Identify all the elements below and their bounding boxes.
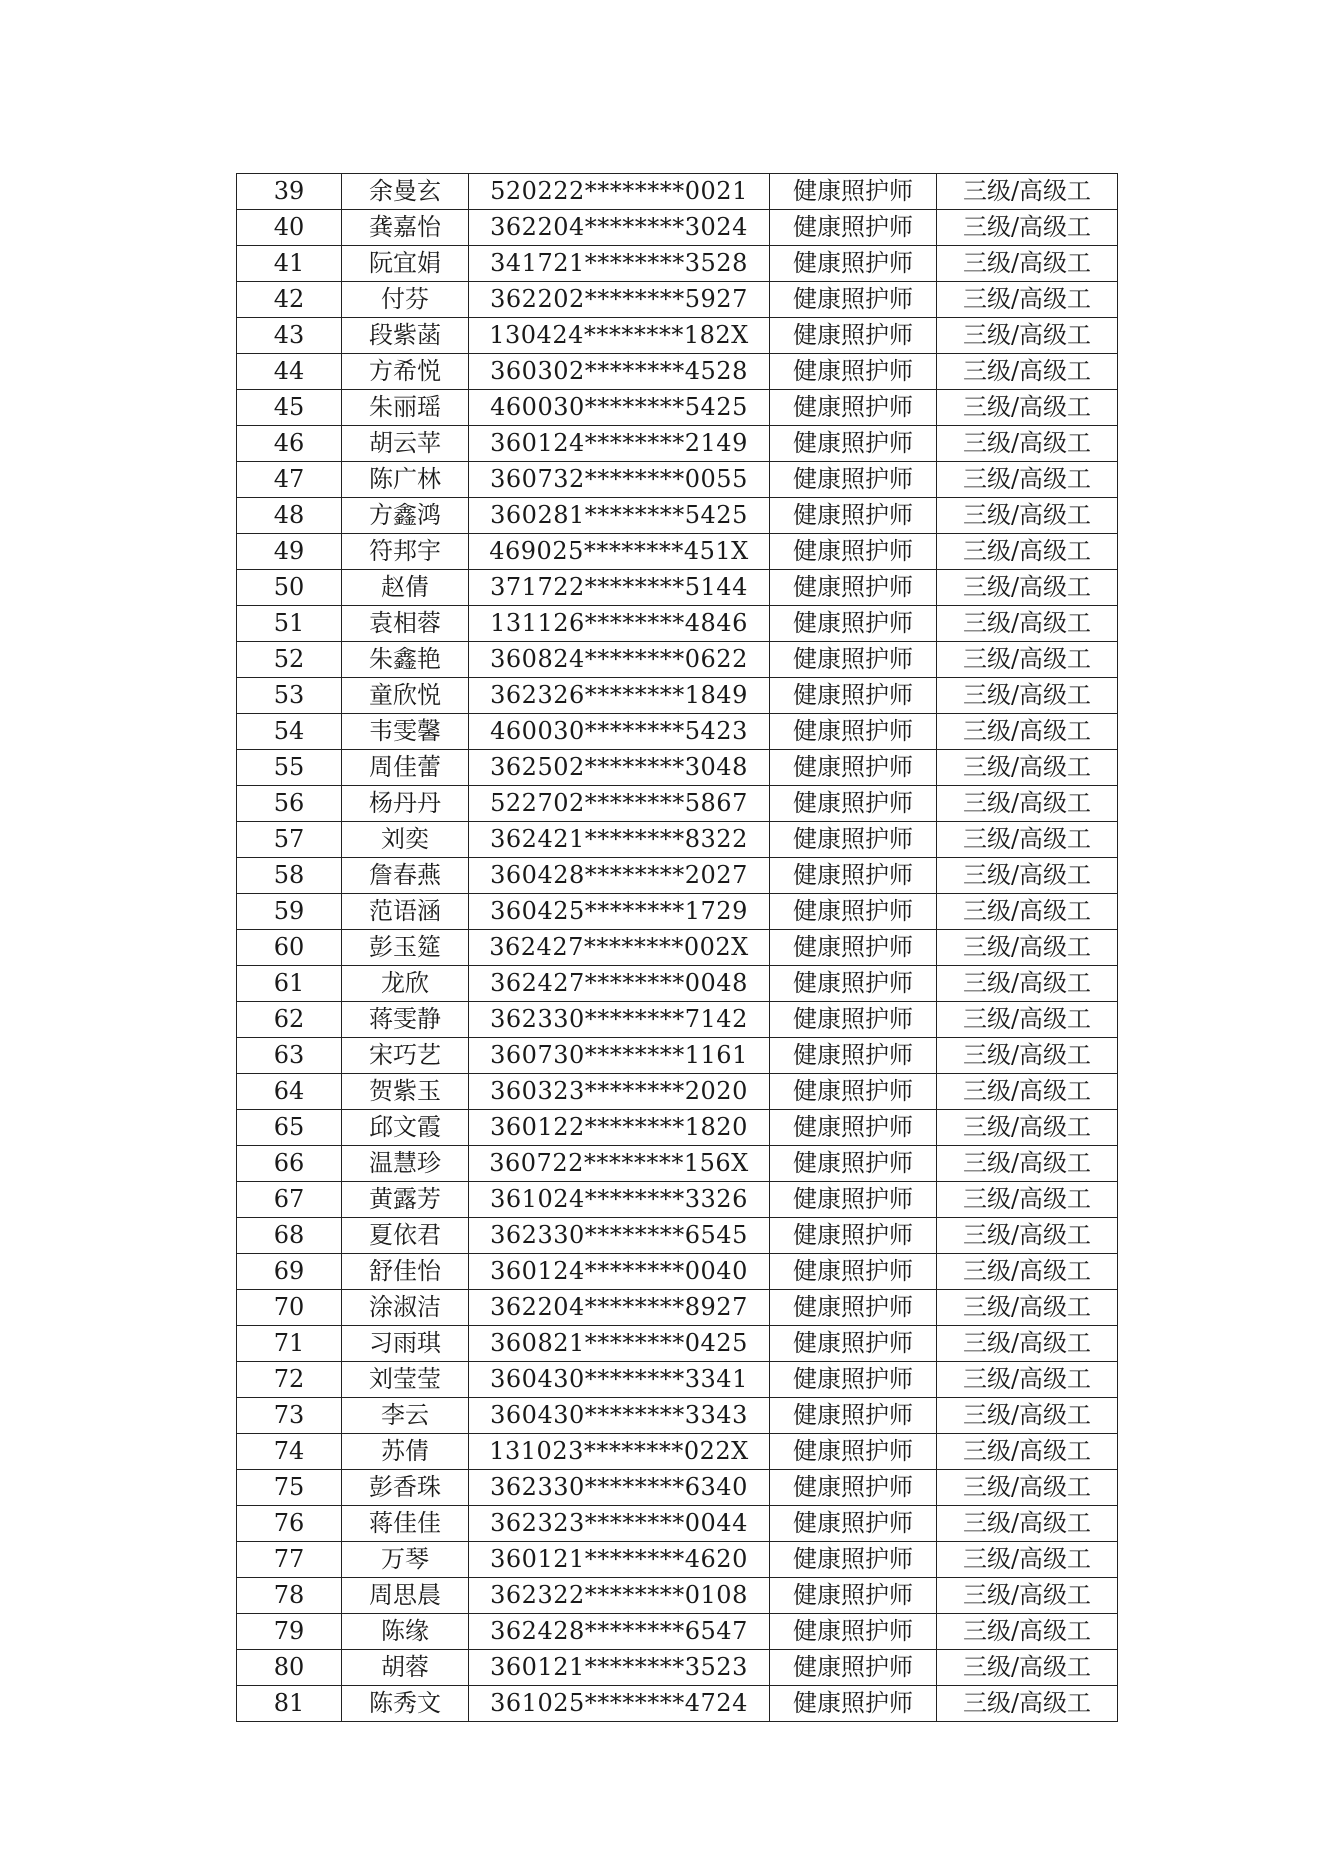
skill-level-cell: 三级/高级工 bbox=[937, 678, 1118, 714]
table-row bbox=[237, 786, 1118, 822]
skill-level-cell: 三级/高级工 bbox=[937, 246, 1118, 282]
person-name-cell: 彭玉筵 bbox=[342, 930, 469, 966]
table-row bbox=[237, 1218, 1118, 1254]
skill-level-cell: 三级/高级工 bbox=[937, 1506, 1118, 1542]
person-name-cell: 龚嘉怡 bbox=[342, 210, 469, 246]
row-number-cell: 64 bbox=[237, 1074, 342, 1110]
person-name-cell: 习雨琪 bbox=[342, 1326, 469, 1362]
row-number-cell: 74 bbox=[237, 1434, 342, 1470]
occupation-cell: 健康照护师 bbox=[770, 534, 937, 570]
occupation-cell: 健康照护师 bbox=[770, 570, 937, 606]
skill-level-cell: 三级/高级工 bbox=[937, 750, 1118, 786]
table-row bbox=[237, 678, 1118, 714]
table-row bbox=[237, 246, 1118, 282]
table-row bbox=[237, 1686, 1118, 1722]
occupation-cell: 健康照护师 bbox=[770, 174, 937, 210]
table-row bbox=[237, 930, 1118, 966]
table-row bbox=[237, 462, 1118, 498]
row-number-cell: 47 bbox=[237, 462, 342, 498]
id-number-cell: 360730********1161 bbox=[469, 1038, 770, 1074]
row-number-cell: 42 bbox=[237, 282, 342, 318]
skill-level-cell: 三级/高级工 bbox=[937, 858, 1118, 894]
row-number-cell: 70 bbox=[237, 1290, 342, 1326]
id-number-cell: 362202********5927 bbox=[469, 282, 770, 318]
skill-level-cell: 三级/高级工 bbox=[937, 1290, 1118, 1326]
table-row bbox=[237, 822, 1118, 858]
person-name-cell: 涂淑洁 bbox=[342, 1290, 469, 1326]
id-number-cell: 362204********3024 bbox=[469, 210, 770, 246]
row-number-cell: 60 bbox=[237, 930, 342, 966]
id-number-cell: 460030********5423 bbox=[469, 714, 770, 750]
occupation-cell: 健康照护师 bbox=[770, 1038, 937, 1074]
id-number-cell: 361024********3326 bbox=[469, 1182, 770, 1218]
person-name-cell: 韦雯馨 bbox=[342, 714, 469, 750]
row-number-cell: 63 bbox=[237, 1038, 342, 1074]
row-number-cell: 52 bbox=[237, 642, 342, 678]
person-name-cell: 陈缘 bbox=[342, 1614, 469, 1650]
row-number-cell: 56 bbox=[237, 786, 342, 822]
skill-level-cell: 三级/高级工 bbox=[937, 1218, 1118, 1254]
row-number-cell: 80 bbox=[237, 1650, 342, 1686]
id-number-cell: 360122********1820 bbox=[469, 1110, 770, 1146]
table-row bbox=[237, 894, 1118, 930]
person-name-cell: 夏依君 bbox=[342, 1218, 469, 1254]
occupation-cell: 健康照护师 bbox=[770, 1614, 937, 1650]
id-number-cell: 362427********002X bbox=[469, 930, 770, 966]
occupation-cell: 健康照护师 bbox=[770, 930, 937, 966]
person-name-cell: 杨丹丹 bbox=[342, 786, 469, 822]
person-name-cell: 苏倩 bbox=[342, 1434, 469, 1470]
skill-level-cell: 三级/高级工 bbox=[937, 1002, 1118, 1038]
person-name-cell: 陈广林 bbox=[342, 462, 469, 498]
id-number-cell: 360824********0622 bbox=[469, 642, 770, 678]
occupation-cell: 健康照护师 bbox=[770, 498, 937, 534]
table-row bbox=[237, 1254, 1118, 1290]
row-number-cell: 77 bbox=[237, 1542, 342, 1578]
table-row bbox=[237, 390, 1118, 426]
occupation-cell: 健康照护师 bbox=[770, 858, 937, 894]
occupation-cell: 健康照护师 bbox=[770, 210, 937, 246]
table-row bbox=[237, 606, 1118, 642]
skill-level-cell: 三级/高级工 bbox=[937, 210, 1118, 246]
table-row bbox=[237, 1614, 1118, 1650]
row-number-cell: 41 bbox=[237, 246, 342, 282]
id-number-cell: 469025********451X bbox=[469, 534, 770, 570]
occupation-cell: 健康照护师 bbox=[770, 894, 937, 930]
person-name-cell: 贺紫玉 bbox=[342, 1074, 469, 1110]
row-number-cell: 81 bbox=[237, 1686, 342, 1722]
id-number-cell: 362502********3048 bbox=[469, 750, 770, 786]
person-name-cell: 付芬 bbox=[342, 282, 469, 318]
person-name-cell: 袁相蓉 bbox=[342, 606, 469, 642]
person-name-cell: 朱鑫艳 bbox=[342, 642, 469, 678]
person-name-cell: 蒋雯静 bbox=[342, 1002, 469, 1038]
occupation-cell: 健康照护师 bbox=[770, 1470, 937, 1506]
person-name-cell: 蒋佳佳 bbox=[342, 1506, 469, 1542]
row-number-cell: 39 bbox=[237, 174, 342, 210]
row-number-cell: 49 bbox=[237, 534, 342, 570]
table-row bbox=[237, 318, 1118, 354]
skill-level-cell: 三级/高级工 bbox=[937, 1110, 1118, 1146]
id-number-cell: 362427********0048 bbox=[469, 966, 770, 1002]
row-number-cell: 62 bbox=[237, 1002, 342, 1038]
table-row bbox=[237, 534, 1118, 570]
row-number-cell: 66 bbox=[237, 1146, 342, 1182]
row-number-cell: 61 bbox=[237, 966, 342, 1002]
skill-level-cell: 三级/高级工 bbox=[937, 1434, 1118, 1470]
row-number-cell: 53 bbox=[237, 678, 342, 714]
table-row bbox=[237, 966, 1118, 1002]
row-number-cell: 69 bbox=[237, 1254, 342, 1290]
row-number-cell: 54 bbox=[237, 714, 342, 750]
row-number-cell: 55 bbox=[237, 750, 342, 786]
table-row bbox=[237, 1326, 1118, 1362]
occupation-cell: 健康照护师 bbox=[770, 1362, 937, 1398]
id-number-cell: 360430********3341 bbox=[469, 1362, 770, 1398]
row-number-cell: 78 bbox=[237, 1578, 342, 1614]
id-number-cell: 130424********182X bbox=[469, 318, 770, 354]
person-name-cell: 范语涵 bbox=[342, 894, 469, 930]
skill-level-cell: 三级/高级工 bbox=[937, 1650, 1118, 1686]
occupation-cell: 健康照护师 bbox=[770, 1110, 937, 1146]
row-number-cell: 59 bbox=[237, 894, 342, 930]
occupation-cell: 健康照护师 bbox=[770, 786, 937, 822]
table-row bbox=[237, 1002, 1118, 1038]
id-number-cell: 360430********3343 bbox=[469, 1398, 770, 1434]
skill-level-cell: 三级/高级工 bbox=[937, 1182, 1118, 1218]
occupation-cell: 健康照护师 bbox=[770, 426, 937, 462]
skill-level-cell: 三级/高级工 bbox=[937, 930, 1118, 966]
person-name-cell: 符邦宇 bbox=[342, 534, 469, 570]
person-name-cell: 方鑫鸿 bbox=[342, 498, 469, 534]
skill-level-cell: 三级/高级工 bbox=[937, 894, 1118, 930]
occupation-cell: 健康照护师 bbox=[770, 246, 937, 282]
occupation-cell: 健康照护师 bbox=[770, 678, 937, 714]
id-number-cell: 362428********6547 bbox=[469, 1614, 770, 1650]
occupation-cell: 健康照护师 bbox=[770, 1434, 937, 1470]
person-name-cell: 宋巧艺 bbox=[342, 1038, 469, 1074]
id-number-cell: 362330********6340 bbox=[469, 1470, 770, 1506]
id-number-cell: 131023********022X bbox=[469, 1434, 770, 1470]
id-number-cell: 341721********3528 bbox=[469, 246, 770, 282]
id-number-cell: 360281********5425 bbox=[469, 498, 770, 534]
id-number-cell: 362421********8322 bbox=[469, 822, 770, 858]
skill-level-cell: 三级/高级工 bbox=[937, 1614, 1118, 1650]
person-name-cell: 邱文霞 bbox=[342, 1110, 469, 1146]
table-row bbox=[237, 750, 1118, 786]
row-number-cell: 40 bbox=[237, 210, 342, 246]
occupation-cell: 健康照护师 bbox=[770, 1650, 937, 1686]
row-number-cell: 72 bbox=[237, 1362, 342, 1398]
skill-level-cell: 三级/高级工 bbox=[937, 1470, 1118, 1506]
table-row bbox=[237, 1146, 1118, 1182]
table-row bbox=[237, 1578, 1118, 1614]
person-name-cell: 李云 bbox=[342, 1398, 469, 1434]
table-row bbox=[237, 1362, 1118, 1398]
table-row bbox=[237, 570, 1118, 606]
table-row bbox=[237, 174, 1118, 210]
occupation-cell: 健康照护师 bbox=[770, 1290, 937, 1326]
person-name-cell: 段紫菡 bbox=[342, 318, 469, 354]
person-name-cell: 万琴 bbox=[342, 1542, 469, 1578]
id-number-cell: 360732********0055 bbox=[469, 462, 770, 498]
skill-level-cell: 三级/高级工 bbox=[937, 1038, 1118, 1074]
person-name-cell: 刘莹莹 bbox=[342, 1362, 469, 1398]
occupation-cell: 健康照护师 bbox=[770, 462, 937, 498]
person-name-cell: 方希悦 bbox=[342, 354, 469, 390]
occupation-cell: 健康照护师 bbox=[770, 1578, 937, 1614]
id-number-cell: 361025********4724 bbox=[469, 1686, 770, 1722]
person-name-cell: 阮宜娟 bbox=[342, 246, 469, 282]
person-name-cell: 余曼玄 bbox=[342, 174, 469, 210]
row-number-cell: 43 bbox=[237, 318, 342, 354]
skill-level-cell: 三级/高级工 bbox=[937, 1254, 1118, 1290]
table-row bbox=[237, 1470, 1118, 1506]
id-number-cell: 460030********5425 bbox=[469, 390, 770, 426]
id-number-cell: 362322********0108 bbox=[469, 1578, 770, 1614]
id-number-cell: 360124********2149 bbox=[469, 426, 770, 462]
skill-level-cell: 三级/高级工 bbox=[937, 1362, 1118, 1398]
row-number-cell: 48 bbox=[237, 498, 342, 534]
id-number-cell: 362323********0044 bbox=[469, 1506, 770, 1542]
skill-level-cell: 三级/高级工 bbox=[937, 426, 1118, 462]
row-number-cell: 46 bbox=[237, 426, 342, 462]
table-row bbox=[237, 1110, 1118, 1146]
occupation-cell: 健康照护师 bbox=[770, 966, 937, 1002]
id-number-cell: 362330********7142 bbox=[469, 1002, 770, 1038]
table-row bbox=[237, 426, 1118, 462]
person-name-cell: 陈秀文 bbox=[342, 1686, 469, 1722]
id-number-cell: 362330********6545 bbox=[469, 1218, 770, 1254]
occupation-cell: 健康照护师 bbox=[770, 1002, 937, 1038]
occupation-cell: 健康照护师 bbox=[770, 318, 937, 354]
row-number-cell: 44 bbox=[237, 354, 342, 390]
id-number-cell: 360121********4620 bbox=[469, 1542, 770, 1578]
id-number-cell: 360124********0040 bbox=[469, 1254, 770, 1290]
table-row bbox=[237, 210, 1118, 246]
id-number-cell: 360323********2020 bbox=[469, 1074, 770, 1110]
skill-level-cell: 三级/高级工 bbox=[937, 570, 1118, 606]
table-row bbox=[237, 1290, 1118, 1326]
occupation-cell: 健康照护师 bbox=[770, 714, 937, 750]
roster-table bbox=[236, 173, 1118, 1722]
skill-level-cell: 三级/高级工 bbox=[937, 1542, 1118, 1578]
skill-level-cell: 三级/高级工 bbox=[937, 642, 1118, 678]
occupation-cell: 健康照护师 bbox=[770, 354, 937, 390]
occupation-cell: 健康照护师 bbox=[770, 1326, 937, 1362]
row-number-cell: 65 bbox=[237, 1110, 342, 1146]
table-row bbox=[237, 1074, 1118, 1110]
skill-level-cell: 三级/高级工 bbox=[937, 1578, 1118, 1614]
occupation-cell: 健康照护师 bbox=[770, 750, 937, 786]
table-row bbox=[237, 1434, 1118, 1470]
skill-level-cell: 三级/高级工 bbox=[937, 966, 1118, 1002]
row-number-cell: 57 bbox=[237, 822, 342, 858]
skill-level-cell: 三级/高级工 bbox=[937, 1398, 1118, 1434]
person-name-cell: 詹春燕 bbox=[342, 858, 469, 894]
skill-level-cell: 三级/高级工 bbox=[937, 1146, 1118, 1182]
id-number-cell: 362204********8927 bbox=[469, 1290, 770, 1326]
skill-level-cell: 三级/高级工 bbox=[937, 714, 1118, 750]
skill-level-cell: 三级/高级工 bbox=[937, 1686, 1118, 1722]
table-row bbox=[237, 1398, 1118, 1434]
row-number-cell: 73 bbox=[237, 1398, 342, 1434]
occupation-cell: 健康照护师 bbox=[770, 642, 937, 678]
occupation-cell: 健康照护师 bbox=[770, 1398, 937, 1434]
table-row bbox=[237, 1182, 1118, 1218]
person-name-cell: 赵倩 bbox=[342, 570, 469, 606]
row-number-cell: 75 bbox=[237, 1470, 342, 1506]
table-row bbox=[237, 714, 1118, 750]
skill-level-cell: 三级/高级工 bbox=[937, 282, 1118, 318]
table-row bbox=[237, 1650, 1118, 1686]
person-name-cell: 童欣悦 bbox=[342, 678, 469, 714]
table-row bbox=[237, 642, 1118, 678]
skill-level-cell: 三级/高级工 bbox=[937, 390, 1118, 426]
table-row bbox=[237, 1038, 1118, 1074]
person-name-cell: 朱丽瑶 bbox=[342, 390, 469, 426]
occupation-cell: 健康照护师 bbox=[770, 1254, 937, 1290]
id-number-cell: 360722********156X bbox=[469, 1146, 770, 1182]
table-row bbox=[237, 1542, 1118, 1578]
row-number-cell: 50 bbox=[237, 570, 342, 606]
occupation-cell: 健康照护师 bbox=[770, 1542, 937, 1578]
occupation-cell: 健康照护师 bbox=[770, 822, 937, 858]
skill-level-cell: 三级/高级工 bbox=[937, 822, 1118, 858]
occupation-cell: 健康照护师 bbox=[770, 1218, 937, 1254]
person-name-cell: 黄露芳 bbox=[342, 1182, 469, 1218]
skill-level-cell: 三级/高级工 bbox=[937, 174, 1118, 210]
id-number-cell: 360121********3523 bbox=[469, 1650, 770, 1686]
id-number-cell: 360302********4528 bbox=[469, 354, 770, 390]
table-row bbox=[237, 1506, 1118, 1542]
row-number-cell: 67 bbox=[237, 1182, 342, 1218]
id-number-cell: 360821********0425 bbox=[469, 1326, 770, 1362]
table-row bbox=[237, 498, 1118, 534]
person-name-cell: 胡蓉 bbox=[342, 1650, 469, 1686]
table-row bbox=[237, 354, 1118, 390]
row-number-cell: 68 bbox=[237, 1218, 342, 1254]
skill-level-cell: 三级/高级工 bbox=[937, 462, 1118, 498]
roster-table-body bbox=[237, 174, 1118, 1722]
occupation-cell: 健康照护师 bbox=[770, 1686, 937, 1722]
row-number-cell: 79 bbox=[237, 1614, 342, 1650]
id-number-cell: 362326********1849 bbox=[469, 678, 770, 714]
person-name-cell: 舒佳怡 bbox=[342, 1254, 469, 1290]
skill-level-cell: 三级/高级工 bbox=[937, 534, 1118, 570]
row-number-cell: 45 bbox=[237, 390, 342, 426]
skill-level-cell: 三级/高级工 bbox=[937, 318, 1118, 354]
id-number-cell: 131126********4846 bbox=[469, 606, 770, 642]
occupation-cell: 健康照护师 bbox=[770, 282, 937, 318]
table-row bbox=[237, 858, 1118, 894]
occupation-cell: 健康照护师 bbox=[770, 390, 937, 426]
occupation-cell: 健康照护师 bbox=[770, 1182, 937, 1218]
occupation-cell: 健康照护师 bbox=[770, 606, 937, 642]
person-name-cell: 龙欣 bbox=[342, 966, 469, 1002]
skill-level-cell: 三级/高级工 bbox=[937, 1326, 1118, 1362]
skill-level-cell: 三级/高级工 bbox=[937, 1074, 1118, 1110]
id-number-cell: 360428********2027 bbox=[469, 858, 770, 894]
person-name-cell: 周佳蕾 bbox=[342, 750, 469, 786]
row-number-cell: 51 bbox=[237, 606, 342, 642]
row-number-cell: 71 bbox=[237, 1326, 342, 1362]
id-number-cell: 360425********1729 bbox=[469, 894, 770, 930]
row-number-cell: 76 bbox=[237, 1506, 342, 1542]
person-name-cell: 刘奕 bbox=[342, 822, 469, 858]
person-name-cell: 胡云苹 bbox=[342, 426, 469, 462]
skill-level-cell: 三级/高级工 bbox=[937, 498, 1118, 534]
id-number-cell: 522702********5867 bbox=[469, 786, 770, 822]
skill-level-cell: 三级/高级工 bbox=[937, 786, 1118, 822]
id-number-cell: 520222********0021 bbox=[469, 174, 770, 210]
person-name-cell: 彭香珠 bbox=[342, 1470, 469, 1506]
person-name-cell: 周思晨 bbox=[342, 1578, 469, 1614]
skill-level-cell: 三级/高级工 bbox=[937, 354, 1118, 390]
occupation-cell: 健康照护师 bbox=[770, 1146, 937, 1182]
id-number-cell: 371722********5144 bbox=[469, 570, 770, 606]
person-name-cell: 温慧珍 bbox=[342, 1146, 469, 1182]
skill-level-cell: 三级/高级工 bbox=[937, 606, 1118, 642]
occupation-cell: 健康照护师 bbox=[770, 1506, 937, 1542]
table-row bbox=[237, 282, 1118, 318]
occupation-cell: 健康照护师 bbox=[770, 1074, 937, 1110]
row-number-cell: 58 bbox=[237, 858, 342, 894]
